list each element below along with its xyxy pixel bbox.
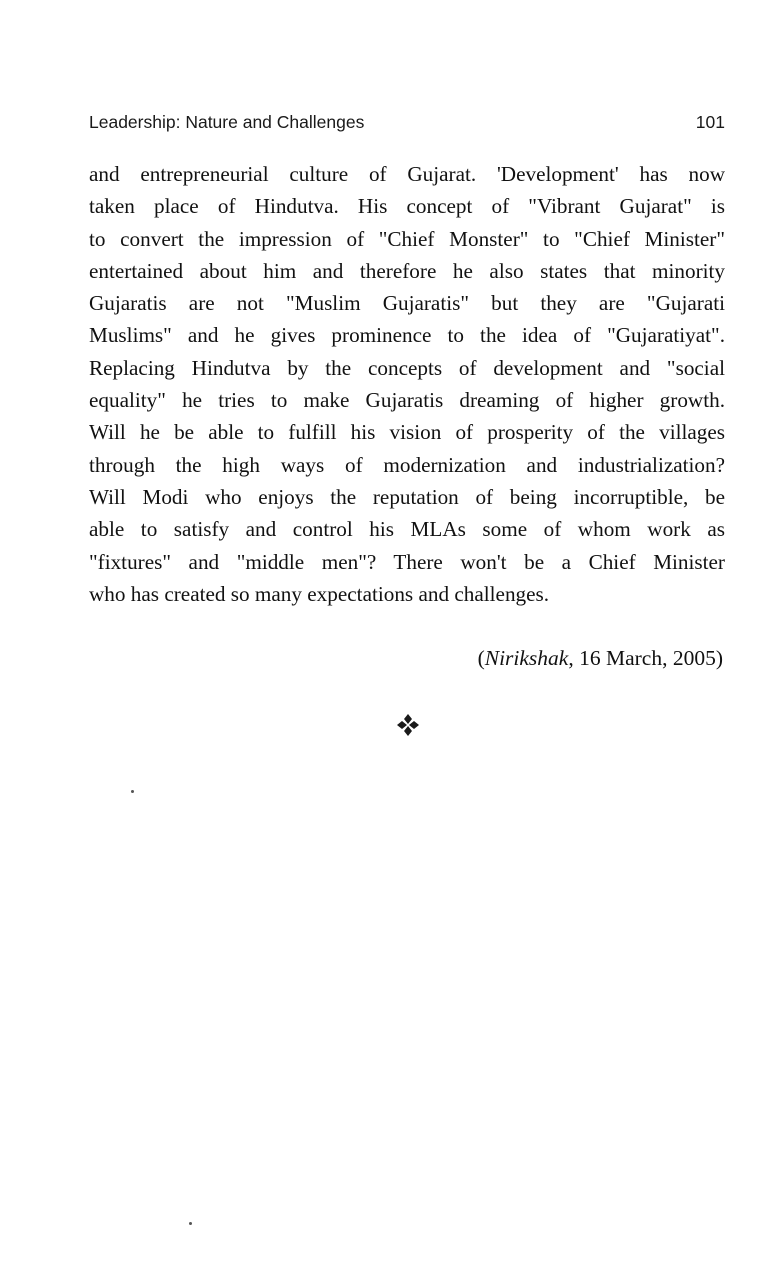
text-line: through the high ways of modernization and industrialization?	[89, 452, 725, 477]
body-paragraph	[89, 158, 725, 610]
running-title: Leadership: Nature and Challenges	[89, 112, 365, 132]
text-line: Replacing Hindutva by the concepts of development and "social	[89, 355, 725, 380]
text-line: Muslims" and he gives prominence to the idea of "Gujaratiyat".	[89, 323, 725, 348]
page-number: 101	[695, 112, 725, 132]
four-diamond-fleuron-icon	[395, 712, 421, 738]
citation-open-paren: (	[477, 646, 485, 670]
running-head	[89, 109, 725, 135]
scan-speck	[189, 1222, 192, 1225]
text-line: entertained about him and therefore he also states that minority	[89, 258, 725, 283]
text-line: who has created so many expectations and challenges.	[89, 581, 550, 606]
text-line: "fixtures" and "middle men"? There won't be a Chief Minister	[89, 549, 725, 574]
citation-source: Nirikshak	[484, 646, 569, 670]
text-line: Will he be able to fulfill his vision of prosperity of the villages	[89, 420, 725, 445]
text-line: Will Modi who enjoys the reputation of being incorruptible, be	[89, 484, 725, 509]
text-line: Gujaratis are not "Muslim Gujaratis" but they are "Gujarati	[89, 291, 725, 316]
text-line: to convert the impression of "Chief Monster" to "Chief Minister"	[89, 226, 725, 251]
text-line: taken place of Hindutva. His concept of "Vibrant Gujarat" is	[89, 194, 725, 219]
fleuron-diamonds	[397, 714, 419, 736]
citation-date: , 16 March, 2005)	[568, 646, 723, 670]
text-line: able to satisfy and control his MLAs some of whom work as	[89, 517, 725, 542]
text-line: equality" he tries to make Gujaratis dreaming of higher growth.	[89, 388, 725, 413]
scan-speck	[131, 790, 134, 793]
source-citation	[478, 643, 723, 673]
text-line: and entrepreneurial culture of Gujarat. 'Development' has now	[89, 162, 725, 186]
